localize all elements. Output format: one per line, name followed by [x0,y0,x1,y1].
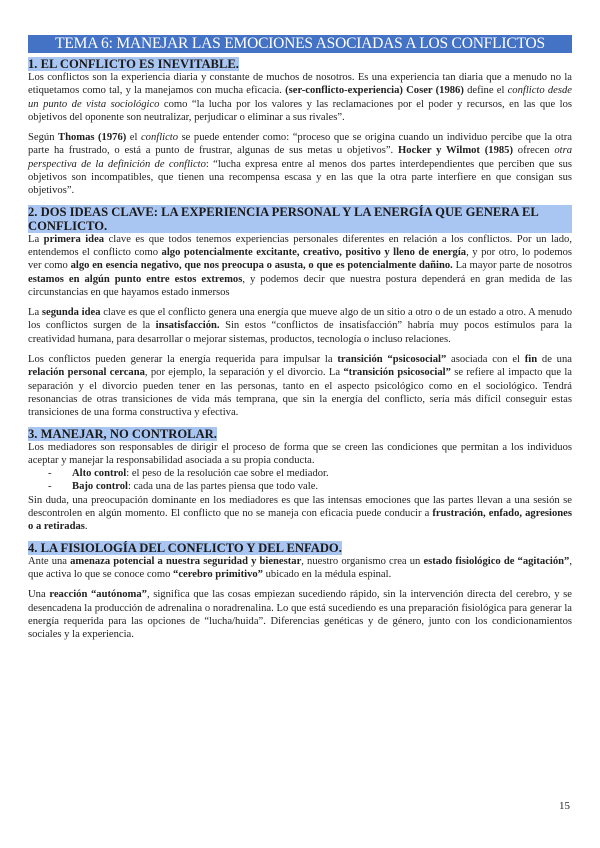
bold-text: transición “psicosocial” [337,354,447,366]
section-heading-wrap [28,205,572,233]
text-run: como “la lucha por los valores y las reclamaciones por el poder y recursos, en las que los objetivos del oponente son neutralizar, perjudicar o eliminar a sus rivales”. [28,98,572,123]
text-run: ubicado en la médula espinal. [262,568,392,580]
section-3 [28,427,572,534]
text-run: . [84,521,88,533]
bold-text: Bajo control [72,481,129,493]
bold-text: estado fisiológico de “agitación” [423,555,570,567]
text-run: asociada con el [446,354,525,366]
bold-text: segunda idea [41,307,101,319]
bold-text: algo potencialmente excitante, creativo, positivo y lleno de energía [161,246,467,258]
bullet-list [28,467,572,494]
text-run: , que activa lo que se conoce como [28,555,572,580]
text-run: , significa que las cosas empiezan sucediendo rápido, sin la intervención directa del cerebro, y se desencadena la producción de adrenalina o noradrenalina. Lo que está sucediendo es una preparación fisiológica para generar la energía requerida para las opciones de “lucha/huida”. Diferencias genéticas y de género, junto con los condicionamientos sociales y la experiencia. [28,589,572,641]
text-run: , y podemos decir que nuestra postura dependerá en gran medida de las circunstancias en que hayamos estado inmersos [28,273,572,298]
bold-text: insatisfacción. [155,320,220,332]
text-run: Ante una [28,555,71,567]
text-run: : “lucha expresa entre al menos dos partes interdependientes que perciben que sus objetivos son incompatibles, que tienen una recompensa escasa y en las que la otra parte interfiere en que consigan sus objetivos”. [28,158,572,197]
chapter-title: TEMA 6: MANEJAR LAS EMOCIONES ASOCIADAS A LOS CONFLICTOS [28,35,572,53]
text-run: Los conflictos pueden generar la energía requerida para impulsar la [28,354,338,366]
text-run: La [28,233,44,245]
bold-text: Thomas (1976) [58,132,127,144]
section-2 [28,205,572,420]
bold-text: Hocker y Wilmot (1985) [398,145,513,157]
italic-text: conflicto desde un punto de vista sociológico [28,85,573,110]
bold-text: (ser-conflicto-experiencia) Coser (1986) [285,85,464,97]
text-run: ofrecen [513,145,555,157]
paragraph [28,588,572,641]
section-heading: 2. DOS IDEAS CLAVE: LA EXPERIENCIA PERSONAL Y LA ENERGÍA QUE GENERA EL CONFLICTO. [28,205,572,233]
section-heading: 1. EL CONFLICTO ES INEVITABLE. [28,57,239,71]
bold-text: Alto control [72,468,127,480]
bold-text: relación personal cercana [28,367,145,379]
list-item [48,467,572,480]
text-run: , y por otro, lo podemos ver como [28,246,572,272]
section-heading-wrap [28,541,572,555]
bold-text: “transición psicosocial” [343,367,451,379]
italic-text: conflicto [140,132,179,144]
paragraph [28,233,572,299]
bold-text: reacción “autónoma” [49,589,147,601]
document-page [28,35,572,648]
text-run: : el peso de la resolución cae sobre el mediador. [126,468,329,480]
text-run: se puede entender como: “proceso que se origina cuando un individuo percibe que la otra parte ha frustrado, o está a punto de frustrar, algunas de sus metas u objetivos”. [28,132,573,157]
section-4 [28,541,572,642]
text-run: el [126,132,141,144]
text-run: , nuestro organismo crea un [301,555,424,567]
text-run: clave es que todos tenemos experiencias personales diferentes en relación a los conflictos. Por un lado, entendemos el conflicto como [28,233,572,258]
paragraph [28,555,572,582]
section-heading-wrap [28,57,572,71]
text-run: Sin estos “conflictos de insatisfacción” habría muy pocos estímulos para la creatividad humana, para desarrollar o mejorar sistemas, productos, tecnología o incluso relaciones. [28,320,572,345]
bold-text: “cerebro primitivo” [173,568,263,580]
text-run: , por ejemplo, la separación y el divorcio. La [144,367,344,379]
paragraph [28,441,572,468]
list-item [48,480,572,493]
bold-text: fin [524,354,538,366]
paragraph [28,131,572,197]
section-heading: 4. LA FISIOLOGÍA DEL CONFLICTO Y DEL ENFADO. [28,540,342,555]
text-run: Según [28,132,59,144]
paragraph [28,306,572,346]
section-heading-wrap [28,427,572,441]
text-run: La mayor parte de nosotros [452,260,572,272]
text-run: La [28,307,42,319]
paragraph [28,353,572,419]
text-run: Sin duda, una preocupación dominante en los mediadores es que las intensas emociones que las partes llevan a una sesión se descontrolen en algún momento. El conflicto que no se maneja con eficacia puede conducir a [28,494,572,520]
text-run: Los conflictos son la experiencia diaria y constante de muchos de nosotros. Es una experiencia tan diaria que a menudo no la etiquetamos como tal, y la manejamos con mucha eficacia. [28,72,572,97]
text-run: clave es que el conflicto genera una energía que mueve algo de un sitio a otro o de un estado a otro. A menudo los conflictos surgen de la [28,307,573,332]
text-run: de una [537,354,572,366]
text-run: Una [28,589,50,601]
italic-text: otra perspectiva de la definición de conflicto [28,145,573,170]
bold-text: primera idea [43,233,105,245]
section-heading: 3. MANEJAR, NO CONTROLAR. [28,426,217,441]
paragraph [28,71,572,124]
page-number: 15 [559,800,570,812]
document-body [28,57,572,641]
paragraph [28,494,572,534]
section-1 [28,57,572,198]
bold-text: amenaza potencial a nuestra seguridad y bienestar [70,555,302,567]
text-run: define el [463,85,508,97]
bold-text: estamos en algún punto entre estos extremos [28,273,243,285]
bold-text: algo en esencia negativo, que nos preocupa o asusta, o que es potencialmente dañino. [70,260,453,272]
text-run: : cada una de las partes piensa que todo vale. [128,481,319,493]
bold-text: frustración, enfado, agresiones o a retiradas [28,508,572,533]
text-run: Los mediadores son responsables de dirigir el proceso de forma que se creen las condiciones que permitan a los individuos aceptar y manejar la responsabilidad asociada a su propia conducta. [28,441,572,466]
text-run: se refiere al impacto que la separación y el divorcio pueden tener en las personas, tanto en el aspecto psicológico como en el sociológico. Tendrá resonancias de otras transiciones de vida más temprana, que sin la energía del conflicto, sería más difícil conseguir estas transiciones de una forma constructiva y efectiva. [28,367,572,419]
